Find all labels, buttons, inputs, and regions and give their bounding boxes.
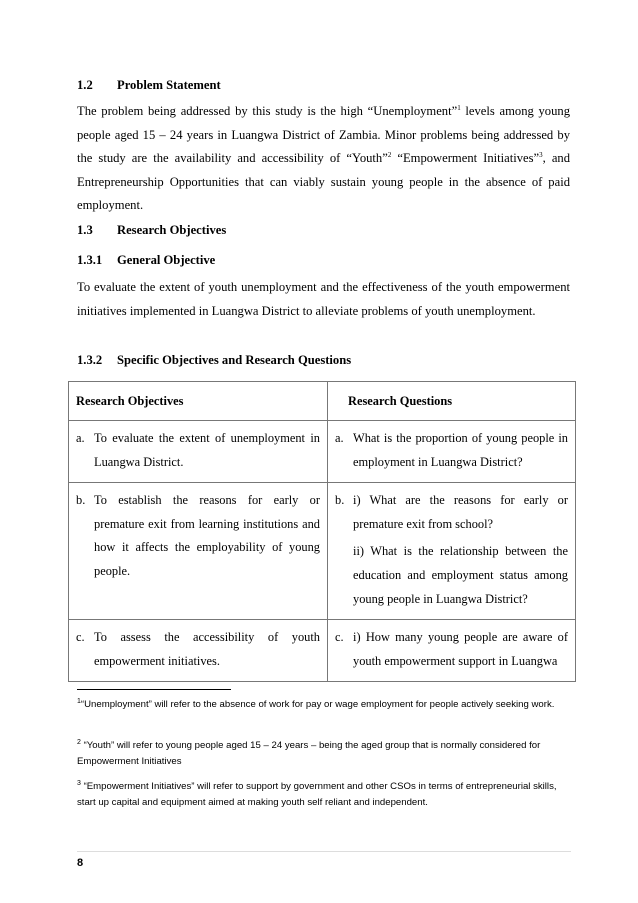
general-objective-paragraph: To evaluate the extent of youth unemployment and the effectiveness of the youth empowerment initiatives implemented in Luangwa District to alleviate problems of youth unemployment. (77, 280, 570, 318)
section-1-3-1-number: 1.3.1 (77, 253, 103, 267)
footnote-ref-3: 3 (539, 151, 543, 159)
question-cell: a. What is the proportion of young people in employment in Luangwa District? (328, 421, 576, 483)
table-row (69, 421, 576, 483)
footnote-separator (77, 689, 231, 690)
question-cell: c. i) How many young people are aware of youth empowerment support in Luangwa (328, 620, 576, 682)
table-header-row (69, 382, 576, 421)
section-1-3-2-title: Specific Objectives and Research Questions (117, 353, 352, 367)
objective-cell: c. To assess the accessibility of youth empowerment initiatives. (69, 620, 328, 682)
section-1-2-title: Problem Statement (117, 78, 221, 92)
page-number: 8 (77, 857, 84, 869)
footnote-1: $^1$“Unemployment” will refer to the absence of work for pay or wage employment for people actively seeking work. (77, 697, 555, 710)
section-1-3-1-title: General Objective (117, 253, 216, 267)
question-cell: b. i) What are the reasons for early or premature exit from school? ii) What is the relationship between the education and employment status among young people in Luangwa District? (328, 483, 576, 620)
objectives-questions-table (68, 381, 576, 682)
footnote-ref-2: 2 (387, 151, 392, 159)
table-row (69, 620, 576, 682)
header-research-objectives: Research Objectives (69, 382, 328, 421)
header-research-questions: Research Questions (328, 382, 576, 421)
footnote-2: $^2$ “Youth” will refer to young people aged 15 – 24 years – being the aged group that is normally considered for Empowerment Initiatives (77, 738, 541, 767)
table-row (69, 483, 576, 620)
section-1-3-title: Research Objectives (117, 223, 227, 237)
objective-cell: a. To evaluate the extent of unemployment in Luangwa District. (69, 421, 328, 483)
footnote-3: $^3$ “Empowerment Initiatives” will refer to support by government and other CSOs in terms of entrepreneurial skills, start up capital and equipment aimed at making youth self reliant and independent. (77, 779, 557, 808)
footnote-ref-1: 1 (457, 103, 461, 112)
section-1-2-number: 1.2 (77, 78, 93, 92)
footer-divider (77, 851, 571, 852)
section-1-3-number: 1.3 (77, 223, 93, 237)
problem-statement-paragraph: The problem being addressed by this study is the high “Unemployment”$^1$ levels among young people aged 15 – 24 years in Luangwa District of Zambia. Minor problems being addressed by the study are the availability and accessibility of “Youth”$^2$ “Empowerment Initiatives”$^3$, and Entrepreneurship Opportunities that can viably sustain young people in the absence of paid employment. (77, 103, 571, 213)
section-1-3-2-number: 1.3.2 (77, 353, 103, 367)
objective-cell: b. To establish the reasons for early or premature exit from learning institutions and how it affects the employability of young people. (69, 483, 328, 620)
